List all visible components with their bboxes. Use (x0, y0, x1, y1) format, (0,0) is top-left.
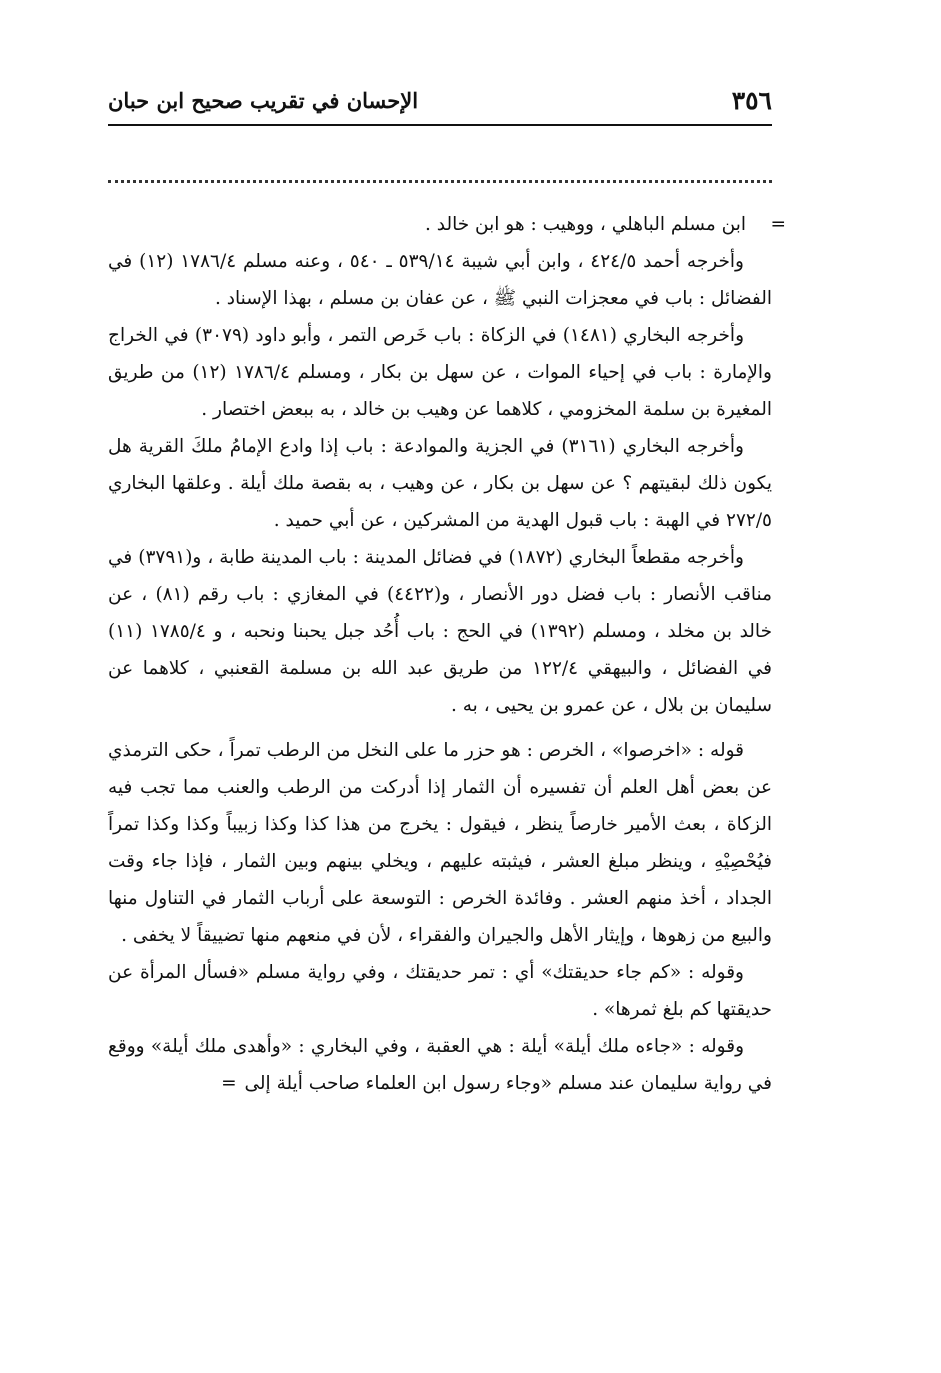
paragraph-gap (108, 724, 772, 732)
footnote-separator (108, 180, 772, 183)
running-title: الإحسان في تقريب صحيح ابن حبان (108, 88, 419, 113)
footnote-block (108, 206, 786, 1102)
footnote-paragraph (108, 1028, 772, 1102)
footnote-text: ابن مسلم الباهلي ، ووهيب : هو ابن خالد . (424, 214, 746, 235)
continuation-mark: = (770, 214, 786, 235)
footnote-paragraph (108, 206, 786, 243)
footnote-paragraph: وأخرجه البخاري (٣١٦١) في الجزية والموادعة : باب إذا وادع الإمامُ ملكَ القرية هل يكون ذلك لبقيتهم ؟ عن سهل بن بكار ، عن وهيب ، به بقصة ملك أيلة . وعلقها البخاري ٢٧٢/٥ في الهبة : باب قبول الهدية من المشركين ، عن أبي حميد . (108, 436, 772, 531)
footnote-paragraph: وأخرجه البخاري (١٤٨١) في الزكاة : باب خَرص التمر ، وأبو داود (٣٠٧٩) في الخراج والإمارة : باب في إحياء الموات ، عن سهل بن بكار ، ومسلم ١٧٨٦/٤ (١٢) من طريق المغيرة بن سلمة المخزومي ، كلاهما عن وهيب بن خالد ، به ببعض اختصار . (108, 325, 772, 420)
footnote-paragraph: قوله : «اخرصوا» ، الخرص : هو حزر ما على النخل من الرطب تمراً ، حكى الترمذي عن بعض أهل العلم أن تفسيره أن الثمار إذا أدركت من الرطب والعنب مما تجب فيه الزكاة ، بعث الأمير خارصاً ينظر ، فيقول : يخرج من هذا كذا وكذا زبيباً وكذا وكذا تمراً فيُحْصِيْهِ ، وينظر مبلغ العشر ، فيثبته عليهم ، ويخلي بينهم وبين الثمار ، فإذا جاء وقت الجداد ، أخذ منهم العشر . وفائدة الخرص : التوسعة على أرباب الثمار في التناول منها والبيع من زهوها ، وإيثار الأهل والجيران والفقراء ، لأن في منعهم منها تضييقاً لا يخفى . (108, 740, 772, 946)
footnote-paragraph: وأخرجه أحمد ٤٢٤/٥ ، وابن أبي شيبة ٥٣٩/١٤ ـ ٥٤٠ ، وعنه مسلم ١٧٨٦/٤ (١٢) في الفضائل : باب في معجزات النبي ﷺ ، عن عفان بن مسلم ، بهذا الإسناد . (108, 251, 772, 309)
page-number: ٣٥٦ (731, 86, 772, 115)
footnote-text: وقوله : «جاءه ملك أيلة» أيلة : هي العقبة ، وفي البخاري : «وأهدى ملك أيلة» ووقع في رواية سليمان عند مسلم «وجاء رسول ابن العلماء صاحب أيلة إلى (108, 1036, 772, 1094)
footnote-paragraph: وأخرجه مقطعاً البخاري (١٨٧٢) في فضائل المدينة : باب المدينة طابة ، و(٣٧٩١) في مناقب الأنصار : باب فضل دور الأنصار ، و(٤٤٢٢) في المغازي : باب رقم (٨١) ، عن خالد بن مخلد ، ومسلم (١٣٩٢) في الحج : باب أُحُد جبل يحبنا ونحبه ، و ١٧٨٥/٤ (١١) في الفضائل ، والبيهقي ١٢٢/٤ من طريق عبد الله بن مسلمة القعنبي ، كلاهما عن سليمان بن بلال ، عن عمرو بن يحيى ، به . (108, 547, 772, 716)
page-header (108, 86, 772, 122)
header-rule (108, 124, 772, 126)
footnote-paragraph: وقوله : «كم جاء حديقتك» أي : تمر حديقتك ، وفي رواية مسلم «فسأل المرأة عن حديقتها كم بلغ ثمرها» . (108, 962, 772, 1020)
continuation-mark-end: = (221, 1073, 237, 1094)
